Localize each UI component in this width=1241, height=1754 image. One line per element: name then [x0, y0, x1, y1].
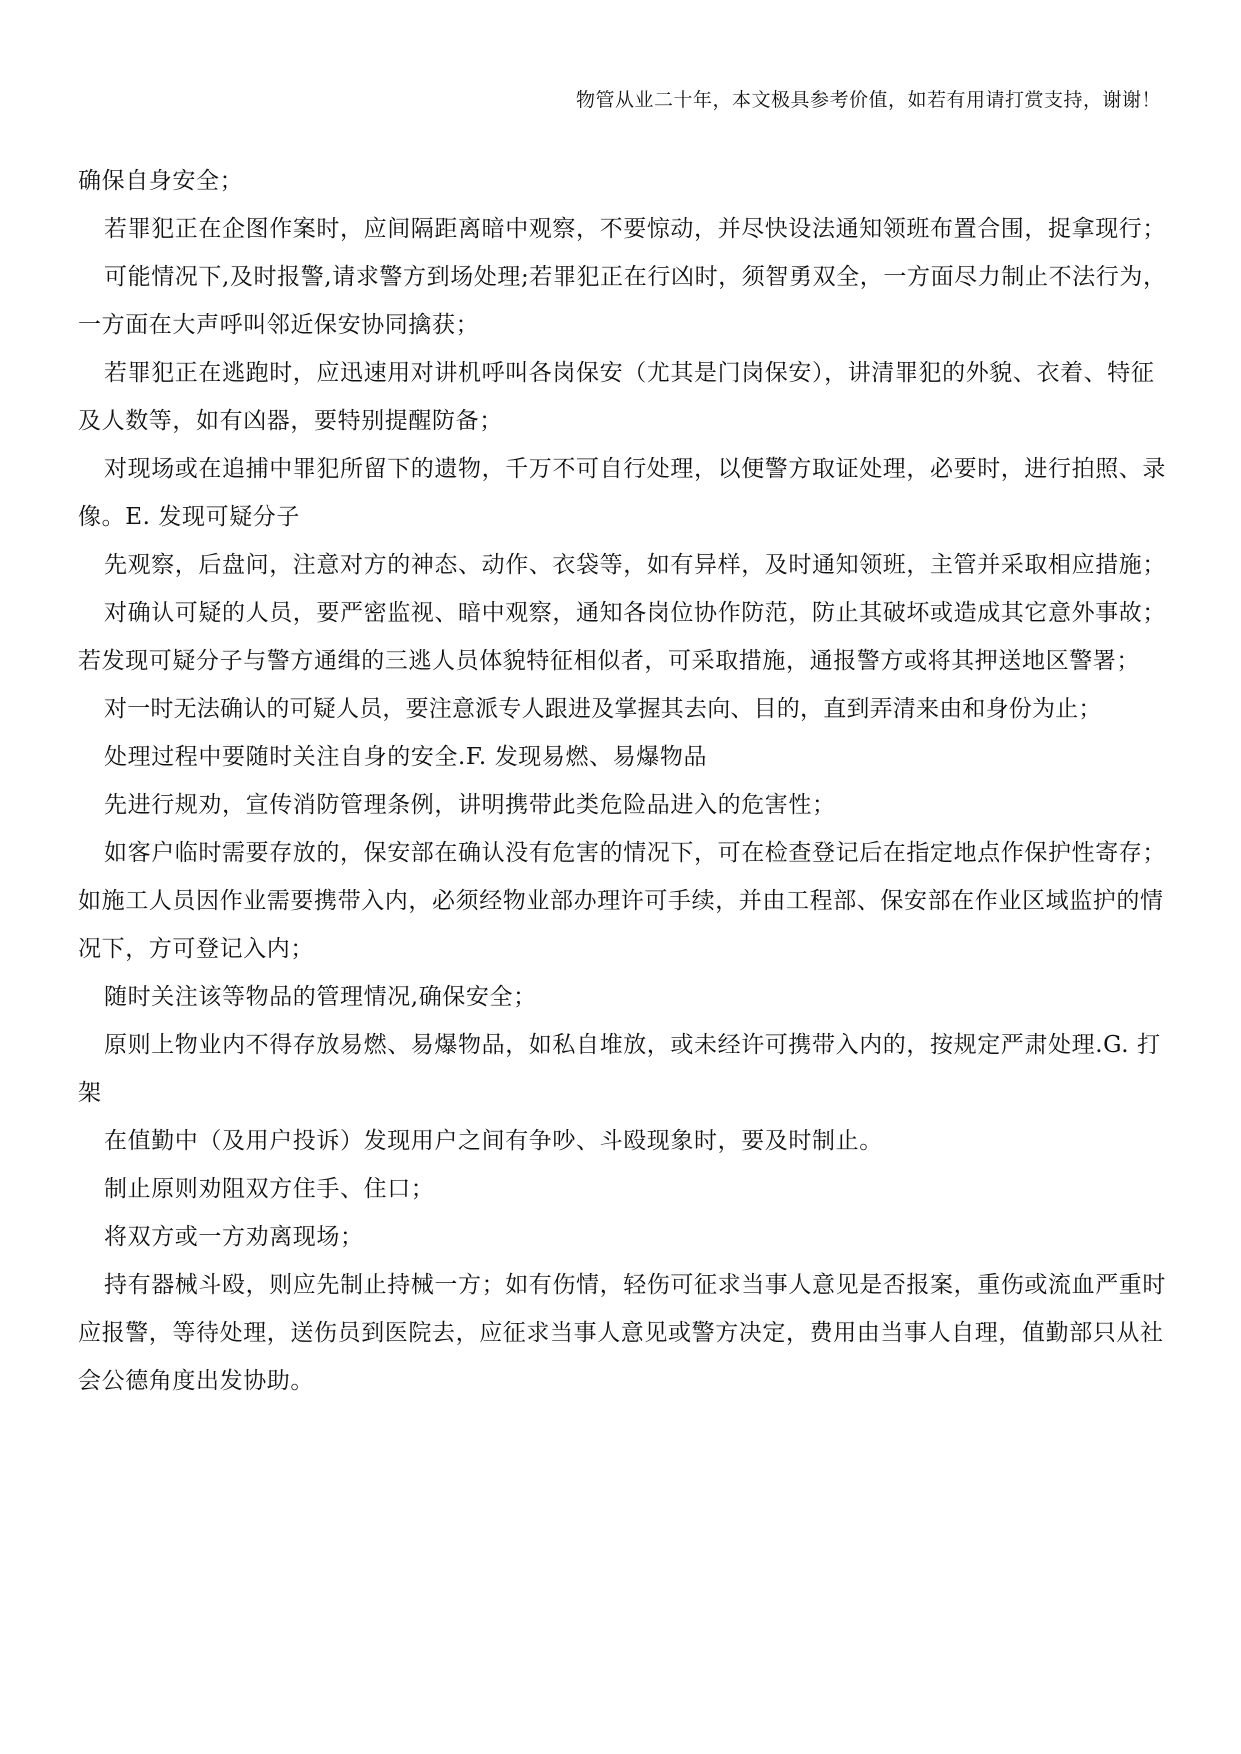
paragraph: 先观察，后盘问，注意对方的神态、动作、衣袋等，如有异样，及时通知领班，主管并采取相应措施； — [104, 552, 1166, 578]
paragraph: 对一时无法确认的可疑人员，要注意派专人跟进及掌握其去向、目的，直到弄清来由和身份为止； — [104, 696, 1102, 722]
paragraph: 将双方或一方劝离现场； — [104, 1224, 364, 1250]
paragraph: 可能情况下,及时报警,请求警方到场处理;若罪犯正在行凶时，须智勇双全，一方面尽力制止不法行为，一方面在大声呼叫邻近保安协同擒获； — [78, 264, 1167, 338]
paragraph: 若罪犯正在逃跑时，应迅速用对讲机呼叫各岗保安（尤其是门岗保安），讲清罪犯的外貌、衣着、特征及人数等，如有凶器，要特别提醒防备； — [78, 360, 1155, 434]
paragraph: 如客户临时需要存放的，保安部在确认没有危害的情况下，可在检查登记后在指定地点作保护性寄存；如施工人员因作业需要携带入内，必须经物业部办理许可手续，并由工程部、保安部在作业区域监护的情况下，方可登记入内； — [78, 840, 1166, 962]
paragraph: 确保自身安全； — [78, 168, 244, 194]
document-body — [78, 157, 1168, 1405]
paragraph: 在值勤中（及用户投诉）发现用户之间有争吵、斗殴现象时，要及时制止。 — [104, 1128, 883, 1154]
paragraph: 对现场或在追捕中罪犯所留下的遗物，千万不可自行处理，以便警方取证处理，必要时，进行拍照、录像。E. 发现可疑分子 — [78, 456, 1166, 530]
header-note: 物管从业二十年，本文极具参考价值，如若有用请打赏支持，谢谢！ — [575, 89, 1161, 111]
paragraph: 随时关注该等物品的管理情况,确保安全； — [104, 984, 537, 1010]
paragraph: 先进行规劝，宣传消防管理条例，讲明携带此类危险品进入的危害性； — [104, 792, 836, 818]
paragraph: 制止原则劝阻双方住手、住口； — [104, 1176, 435, 1202]
paragraph: 原则上物业内不得存放易燃、易爆物品，如私自堆放，或未经许可携带入内的，按规定严肃处理.G. 打架 — [78, 1032, 1161, 1106]
paragraph: 处理过程中要随时关注自身的安全.F. 发现易燃、易爆物品 — [104, 744, 708, 770]
paragraph: 若罪犯正在企图作案时，应间隔距离暗中观察，不要惊动，并尽快设法通知领班布置合围，捉拿现行； — [104, 216, 1166, 242]
paragraph: 对确认可疑的人员，要严密监视、暗中观察，通知各岗位协作防范，防止其破坏或造成其它意外事故；若发现可疑分子与警方通缉的三逃人员体貌特征相似者，可采取措施，通报警方或将其押送地区警署； — [78, 600, 1166, 674]
paragraph: 持有器械斗殴，则应先制止持械一方；如有伤情，轻伤可征求当事人意见是否报案，重伤或流血严重时应报警，等待处理，送伤员到医院去，应征求当事人意见或警方决定，费用由当事人自理，值勤部只从社会公德角度出发协助。 — [78, 1272, 1166, 1394]
